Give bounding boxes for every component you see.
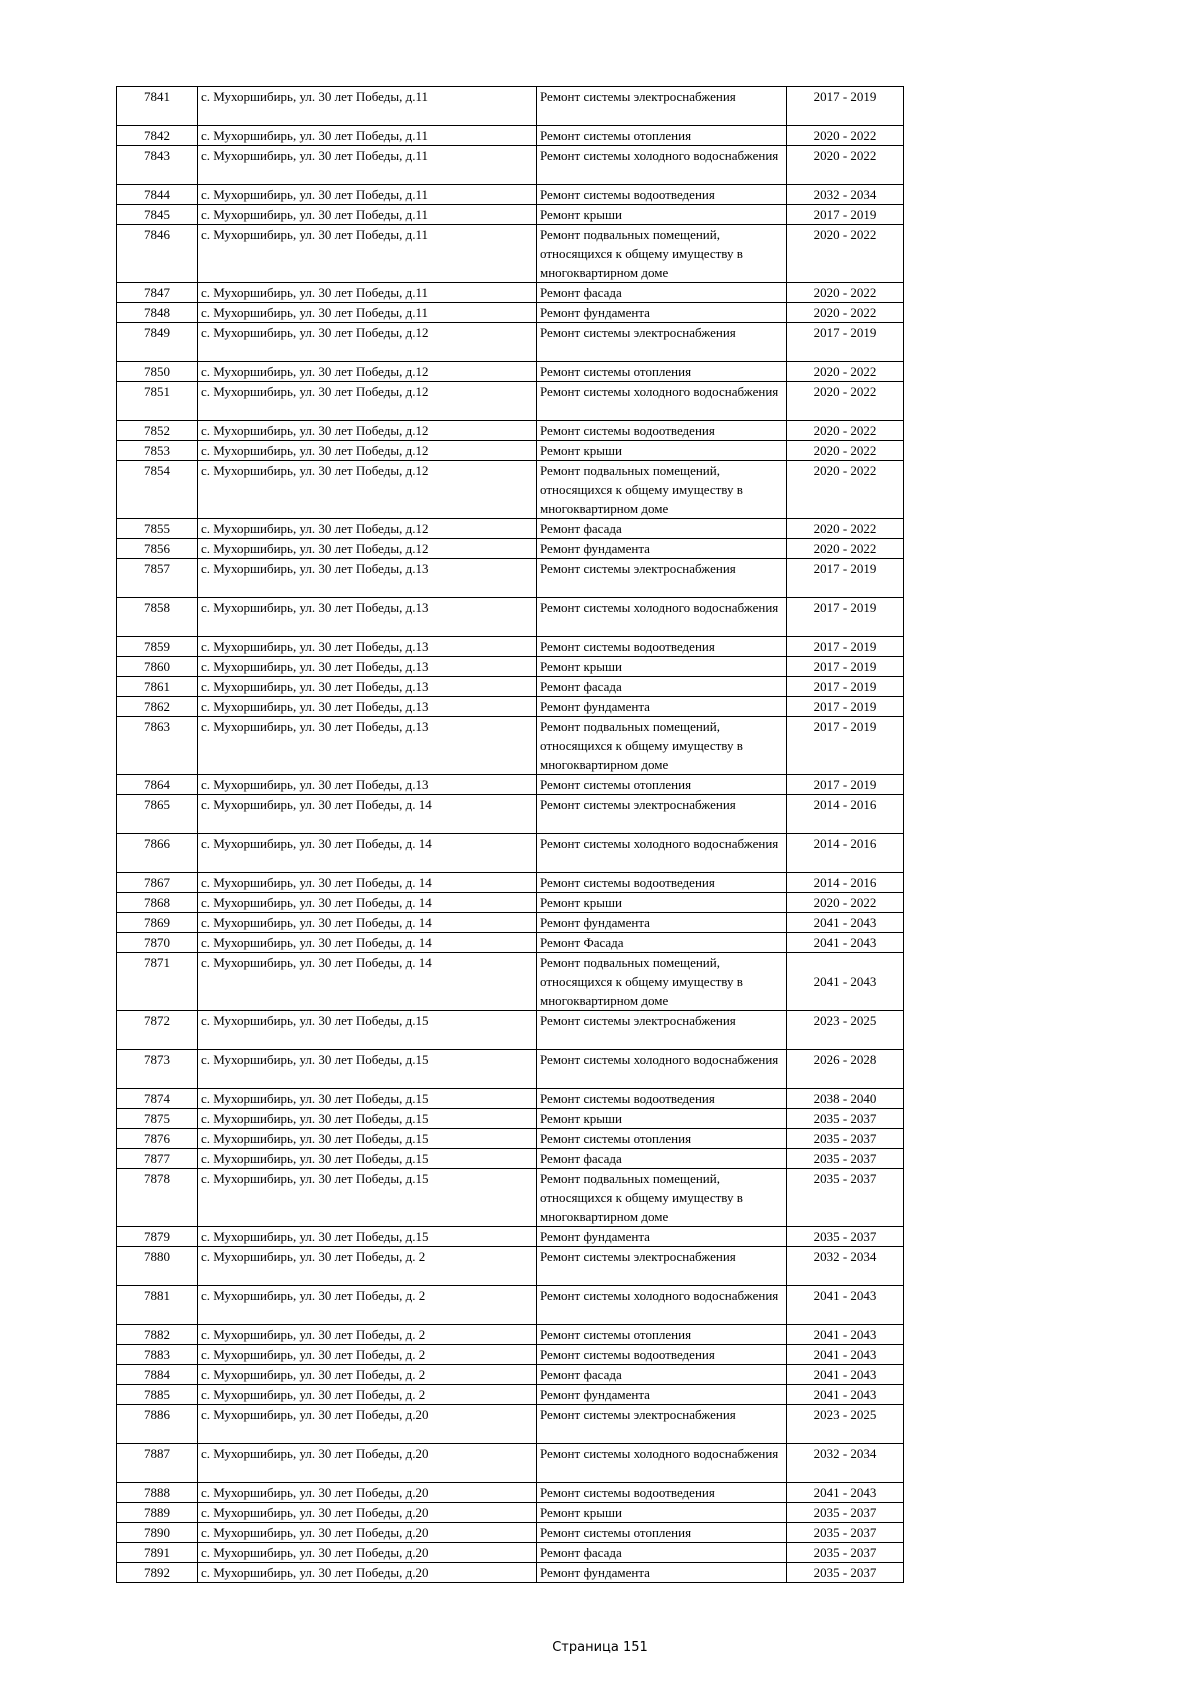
work-type-cell: Ремонт фасада [537, 283, 787, 303]
address-cell: с. Мухоршибирь, ул. 30 лет Победы, д.12 [198, 519, 537, 539]
address-cell: с. Мухоршибирь, ул. 30 лет Победы, д.12 [198, 323, 537, 362]
years-cell: 2017 - 2019 [787, 717, 904, 775]
work-type-cell: Ремонт фасада [537, 1365, 787, 1385]
work-type-cell: Ремонт фундамента [537, 1385, 787, 1405]
table-row [117, 519, 904, 539]
row-number-cell: 7878 [117, 1169, 198, 1227]
table-row [117, 1089, 904, 1109]
address-cell: с. Мухоршибирь, ул. 30 лет Победы, д. 14 [198, 933, 537, 953]
row-number-cell: 7864 [117, 775, 198, 795]
row-number-cell: 7865 [117, 795, 198, 834]
row-number-cell: 7874 [117, 1089, 198, 1109]
years-cell: 2035 - 2037 [787, 1149, 904, 1169]
address-cell: с. Мухоршибирь, ул. 30 лет Победы, д.15 [198, 1169, 537, 1227]
row-number-cell: 7882 [117, 1325, 198, 1345]
years-cell: 2038 - 2040 [787, 1089, 904, 1109]
work-type-cell: Ремонт крыши [537, 1109, 787, 1129]
row-number-cell: 7859 [117, 637, 198, 657]
address-cell: с. Мухоршибирь, ул. 30 лет Победы, д. 2 [198, 1286, 537, 1325]
table-row [117, 913, 904, 933]
work-type-cell: Ремонт крыши [537, 205, 787, 225]
table-row [117, 953, 904, 1011]
address-cell: с. Мухоршибирь, ул. 30 лет Победы, д.20 [198, 1444, 537, 1483]
row-number-cell: 7843 [117, 146, 198, 185]
row-number-cell: 7857 [117, 559, 198, 598]
table-row [117, 1129, 904, 1149]
table-row [117, 87, 904, 126]
table-row [117, 1503, 904, 1523]
address-cell: с. Мухоршибирь, ул. 30 лет Победы, д. 2 [198, 1365, 537, 1385]
table-row [117, 461, 904, 519]
address-cell: с. Мухоршибирь, ул. 30 лет Победы, д.13 [198, 697, 537, 717]
row-number-cell: 7887 [117, 1444, 198, 1483]
address-cell: с. Мухоршибирь, ул. 30 лет Победы, д.11 [198, 283, 537, 303]
row-number-cell: 7862 [117, 697, 198, 717]
table-row [117, 382, 904, 421]
table-row [117, 1563, 904, 1583]
row-number-cell: 7853 [117, 441, 198, 461]
address-cell: с. Мухоршибирь, ул. 30 лет Победы, д. 14 [198, 795, 537, 834]
row-number-cell: 7876 [117, 1129, 198, 1149]
row-number-cell: 7855 [117, 519, 198, 539]
work-type-cell: Ремонт крыши [537, 657, 787, 677]
row-number-cell: 7841 [117, 87, 198, 126]
years-cell: 2026 - 2028 [787, 1050, 904, 1089]
years-cell: 2041 - 2043 [787, 1325, 904, 1345]
address-cell: с. Мухоршибирь, ул. 30 лет Победы, д. 2 [198, 1325, 537, 1345]
table-row [117, 1345, 904, 1365]
table-row [117, 1385, 904, 1405]
work-type-cell: Ремонт системы холодного водоснабжения [537, 1286, 787, 1325]
row-number-cell: 7860 [117, 657, 198, 677]
address-cell: с. Мухоршибирь, ул. 30 лет Победы, д.11 [198, 185, 537, 205]
row-number-cell: 7856 [117, 539, 198, 559]
address-cell: с. Мухоршибирь, ул. 30 лет Победы, д.15 [198, 1109, 537, 1129]
address-cell: с. Мухоршибирь, ул. 30 лет Победы, д. 14 [198, 953, 537, 1011]
table-row [117, 441, 904, 461]
row-number-cell: 7844 [117, 185, 198, 205]
row-number-cell: 7877 [117, 1149, 198, 1169]
row-number-cell: 7852 [117, 421, 198, 441]
work-type-cell: Ремонт системы холодного водоснабжения [537, 382, 787, 421]
address-cell: с. Мухоршибирь, ул. 30 лет Победы, д.12 [198, 382, 537, 421]
row-number-cell: 7892 [117, 1563, 198, 1583]
years-cell: 2041 - 2043 [787, 933, 904, 953]
work-type-cell: Ремонт подвальных помещений, относящихся к общему имуществу в многоквартирном доме [537, 953, 787, 1011]
work-type-cell: Ремонт системы отопления [537, 1325, 787, 1345]
table-row [117, 1365, 904, 1385]
row-number-cell: 7885 [117, 1385, 198, 1405]
address-cell: с. Мухоршибирь, ул. 30 лет Победы, д.12 [198, 539, 537, 559]
row-number-cell: 7880 [117, 1247, 198, 1286]
row-number-cell: 7881 [117, 1286, 198, 1325]
address-cell: с. Мухоршибирь, ул. 30 лет Победы, д.13 [198, 598, 537, 637]
work-type-cell: Ремонт системы электроснабжения [537, 323, 787, 362]
address-cell: с. Мухоршибирь, ул. 30 лет Победы, д.20 [198, 1543, 537, 1563]
address-cell: с. Мухоршибирь, ул. 30 лет Победы, д. 14 [198, 913, 537, 933]
address-cell: с. Мухоршибирь, ул. 30 лет Победы, д.20 [198, 1405, 537, 1444]
table-row [117, 1149, 904, 1169]
address-cell: с. Мухоршибирь, ул. 30 лет Победы, д. 2 [198, 1385, 537, 1405]
work-type-cell: Ремонт крыши [537, 1503, 787, 1523]
row-number-cell: 7875 [117, 1109, 198, 1129]
address-cell: с. Мухоршибирь, ул. 30 лет Победы, д.20 [198, 1523, 537, 1543]
row-number-cell: 7858 [117, 598, 198, 637]
years-cell: 2020 - 2022 [787, 519, 904, 539]
table-row [117, 303, 904, 323]
years-cell: 2035 - 2037 [787, 1543, 904, 1563]
years-cell: 2035 - 2037 [787, 1169, 904, 1227]
row-number-cell: 7879 [117, 1227, 198, 1247]
years-cell: 2035 - 2037 [787, 1109, 904, 1129]
years-cell: 2017 - 2019 [787, 657, 904, 677]
address-cell: с. Мухоршибирь, ул. 30 лет Победы, д.15 [198, 1089, 537, 1109]
years-cell: 2020 - 2022 [787, 362, 904, 382]
row-number-cell: 7869 [117, 913, 198, 933]
work-type-cell: Ремонт системы электроснабжения [537, 795, 787, 834]
years-cell: 2020 - 2022 [787, 225, 904, 283]
work-type-cell: Ремонт фундамента [537, 303, 787, 323]
work-type-cell: Ремонт подвальных помещений, относящихся к общему имуществу в многоквартирном доме [537, 1169, 787, 1227]
address-cell: с. Мухоршибирь, ул. 30 лет Победы, д. 14 [198, 893, 537, 913]
years-cell: 2041 - 2043 [787, 1345, 904, 1365]
address-cell: с. Мухоршибирь, ул. 30 лет Победы, д.11 [198, 126, 537, 146]
work-type-cell: Ремонт крыши [537, 441, 787, 461]
row-number-cell: 7848 [117, 303, 198, 323]
address-cell: с. Мухоршибирь, ул. 30 лет Победы, д.15 [198, 1129, 537, 1149]
work-type-cell: Ремонт подвальных помещений, относящихся к общему имуществу в многоквартирном доме [537, 461, 787, 519]
address-cell: с. Мухоршибирь, ул. 30 лет Победы, д.12 [198, 441, 537, 461]
work-type-cell: Ремонт фасада [537, 677, 787, 697]
row-number-cell: 7861 [117, 677, 198, 697]
work-type-cell: Ремонт фундамента [537, 1227, 787, 1247]
years-cell: 2017 - 2019 [787, 637, 904, 657]
years-cell: 2035 - 2037 [787, 1563, 904, 1583]
work-type-cell: Ремонт системы водоотведения [537, 1483, 787, 1503]
years-cell: 2020 - 2022 [787, 126, 904, 146]
address-cell: с. Мухоршибирь, ул. 30 лет Победы, д.11 [198, 87, 537, 126]
years-cell: 2023 - 2025 [787, 1011, 904, 1050]
address-cell: с. Мухоршибирь, ул. 30 лет Победы, д.15 [198, 1011, 537, 1050]
years-cell: 2017 - 2019 [787, 677, 904, 697]
work-type-cell: Ремонт системы отопления [537, 775, 787, 795]
page-number: Страница 151 [552, 1640, 648, 1655]
years-cell: 2017 - 2019 [787, 697, 904, 717]
years-cell: 2017 - 2019 [787, 775, 904, 795]
row-number-cell: 7872 [117, 1011, 198, 1050]
address-cell: с. Мухоршибирь, ул. 30 лет Победы, д.15 [198, 1050, 537, 1089]
table-row [117, 1109, 904, 1129]
years-cell: 2041 - 2043 [787, 1483, 904, 1503]
years-cell: 2017 - 2019 [787, 559, 904, 598]
years-cell: 2020 - 2022 [787, 303, 904, 323]
table-row [117, 1050, 904, 1089]
work-type-cell: Ремонт фундамента [537, 539, 787, 559]
years-cell: 2014 - 2016 [787, 834, 904, 873]
years-cell: 2041 - 2043 [787, 1286, 904, 1325]
years-cell: 2017 - 2019 [787, 598, 904, 637]
years-cell: 2041 - 2043 [787, 913, 904, 933]
years-cell: 2023 - 2025 [787, 1405, 904, 1444]
row-number-cell: 7850 [117, 362, 198, 382]
table-row [117, 421, 904, 441]
address-cell: с. Мухоршибирь, ул. 30 лет Победы, д.11 [198, 205, 537, 225]
row-number-cell: 7870 [117, 933, 198, 953]
work-type-cell: Ремонт системы электроснабжения [537, 1405, 787, 1444]
row-number-cell: 7867 [117, 873, 198, 893]
address-cell: с. Мухоршибирь, ул. 30 лет Победы, д.15 [198, 1227, 537, 1247]
table-row [117, 775, 904, 795]
row-number-cell: 7846 [117, 225, 198, 283]
work-type-cell: Ремонт системы холодного водоснабжения [537, 1444, 787, 1483]
work-type-cell: Ремонт системы отопления [537, 126, 787, 146]
table-row [117, 1247, 904, 1286]
work-type-cell: Ремонт подвальных помещений, относящихся к общему имуществу в многоквартирном доме [537, 717, 787, 775]
row-number-cell: 7851 [117, 382, 198, 421]
table-row [117, 873, 904, 893]
years-cell: 2035 - 2037 [787, 1129, 904, 1149]
table-row [117, 1227, 904, 1247]
work-type-cell: Ремонт системы холодного водоснабжения [537, 146, 787, 185]
table-row [117, 559, 904, 598]
years-cell: 2014 - 2016 [787, 873, 904, 893]
row-number-cell: 7890 [117, 1523, 198, 1543]
row-number-cell: 7886 [117, 1405, 198, 1444]
row-number-cell: 7849 [117, 323, 198, 362]
row-number-cell: 7866 [117, 834, 198, 873]
years-cell: 2032 - 2034 [787, 185, 904, 205]
table-row [117, 539, 904, 559]
years-cell: 2020 - 2022 [787, 382, 904, 421]
work-type-cell: Ремонт крыши [537, 893, 787, 913]
work-type-cell: Ремонт системы водоотведения [537, 1089, 787, 1109]
years-cell: 2017 - 2019 [787, 87, 904, 126]
work-type-cell: Ремонт Фасада [537, 933, 787, 953]
work-type-cell: Ремонт подвальных помещений, относящихся к общему имуществу в многоквартирном доме [537, 225, 787, 283]
address-cell: с. Мухоршибирь, ул. 30 лет Победы, д.13 [198, 677, 537, 697]
work-type-cell: Ремонт системы электроснабжения [537, 87, 787, 126]
address-cell: с. Мухоршибирь, ул. 30 лет Победы, д.12 [198, 362, 537, 382]
works-table-body [117, 87, 904, 1583]
table-row [117, 323, 904, 362]
work-type-cell: Ремонт фасада [537, 1543, 787, 1563]
row-number-cell: 7842 [117, 126, 198, 146]
years-cell: 2032 - 2034 [787, 1444, 904, 1483]
work-type-cell: Ремонт системы отопления [537, 362, 787, 382]
table-row [117, 1483, 904, 1503]
work-type-cell: Ремонт фундамента [537, 697, 787, 717]
address-cell: с. Мухоршибирь, ул. 30 лет Победы, д. 2 [198, 1345, 537, 1365]
row-number-cell: 7845 [117, 205, 198, 225]
work-type-cell: Ремонт системы водоотведения [537, 421, 787, 441]
table-row [117, 1444, 904, 1483]
years-cell: 2035 - 2037 [787, 1503, 904, 1523]
work-type-cell: Ремонт фасада [537, 1149, 787, 1169]
table-row [117, 362, 904, 382]
row-number-cell: 7854 [117, 461, 198, 519]
work-type-cell: Ремонт системы холодного водоснабжения [537, 1050, 787, 1089]
address-cell: с. Мухоршибирь, ул. 30 лет Победы, д.12 [198, 461, 537, 519]
page-footer [0, 1640, 1200, 1655]
table-row [117, 598, 904, 637]
work-type-cell: Ремонт фасада [537, 519, 787, 539]
row-number-cell: 7891 [117, 1543, 198, 1563]
table-row [117, 677, 904, 697]
address-cell: с. Мухоршибирь, ул. 30 лет Победы, д.11 [198, 146, 537, 185]
work-type-cell: Ремонт системы водоотведения [537, 873, 787, 893]
address-cell: с. Мухоршибирь, ул. 30 лет Победы, д.11 [198, 225, 537, 283]
address-cell: с. Мухоршибирь, ул. 30 лет Победы, д.20 [198, 1483, 537, 1503]
table-row [117, 795, 904, 834]
table-row [117, 1543, 904, 1563]
table-row [117, 893, 904, 913]
address-cell: с. Мухоршибирь, ул. 30 лет Победы, д.13 [198, 775, 537, 795]
table-row [117, 1325, 904, 1345]
work-type-cell: Ремонт системы электроснабжения [537, 1011, 787, 1050]
years-cell: 2020 - 2022 [787, 283, 904, 303]
table-row [117, 1169, 904, 1227]
address-cell: с. Мухоршибирь, ул. 30 лет Победы, д.15 [198, 1149, 537, 1169]
row-number-cell: 7863 [117, 717, 198, 775]
row-number-cell: 7871 [117, 953, 198, 1011]
years-cell: 2035 - 2037 [787, 1227, 904, 1247]
row-number-cell: 7873 [117, 1050, 198, 1089]
table-row [117, 834, 904, 873]
work-type-cell: Ремонт системы водоотведения [537, 1345, 787, 1365]
address-cell: с. Мухоршибирь, ул. 30 лет Победы, д.13 [198, 559, 537, 598]
years-cell: 2017 - 2019 [787, 205, 904, 225]
address-cell: с. Мухоршибирь, ул. 30 лет Победы, д.11 [198, 303, 537, 323]
work-type-cell: Ремонт системы электроснабжения [537, 559, 787, 598]
address-cell: с. Мухоршибирь, ул. 30 лет Победы, д.12 [198, 421, 537, 441]
work-type-cell: Ремонт системы холодного водоснабжения [537, 598, 787, 637]
work-type-cell: Ремонт фундамента [537, 1563, 787, 1583]
years-cell: 2020 - 2022 [787, 421, 904, 441]
address-cell: с. Мухоршибирь, ул. 30 лет Победы, д.13 [198, 657, 537, 677]
row-number-cell: 7868 [117, 893, 198, 913]
address-cell: с. Мухоршибирь, ул. 30 лет Победы, д.13 [198, 637, 537, 657]
years-cell: 2020 - 2022 [787, 893, 904, 913]
years-cell: 2014 - 2016 [787, 795, 904, 834]
row-number-cell: 7847 [117, 283, 198, 303]
table-row [117, 717, 904, 775]
works-table [116, 86, 904, 1583]
address-cell: с. Мухоршибирь, ул. 30 лет Победы, д. 14 [198, 873, 537, 893]
years-cell: 2041 - 2043 [787, 953, 904, 1011]
address-cell: с. Мухоршибирь, ул. 30 лет Победы, д.20 [198, 1503, 537, 1523]
table-row [117, 697, 904, 717]
years-cell: 2020 - 2022 [787, 441, 904, 461]
work-type-cell: Ремонт системы отопления [537, 1129, 787, 1149]
table-row [117, 126, 904, 146]
table-row [117, 1286, 904, 1325]
row-number-cell: 7883 [117, 1345, 198, 1365]
row-number-cell: 7888 [117, 1483, 198, 1503]
address-cell: с. Мухоршибирь, ул. 30 лет Победы, д.13 [198, 717, 537, 775]
years-cell: 2035 - 2037 [787, 1523, 904, 1543]
table-row [117, 1405, 904, 1444]
table-row [117, 933, 904, 953]
years-cell: 2020 - 2022 [787, 539, 904, 559]
table-row [117, 1523, 904, 1543]
table-row [117, 1011, 904, 1050]
table-row [117, 657, 904, 677]
address-cell: с. Мухоршибирь, ул. 30 лет Победы, д. 14 [198, 834, 537, 873]
table-row [117, 637, 904, 657]
work-type-cell: Ремонт системы холодного водоснабжения [537, 834, 787, 873]
work-type-cell: Ремонт системы водоотведения [537, 637, 787, 657]
work-type-cell: Ремонт системы электроснабжения [537, 1247, 787, 1286]
row-number-cell: 7889 [117, 1503, 198, 1523]
years-cell: 2041 - 2043 [787, 1385, 904, 1405]
address-cell: с. Мухоршибирь, ул. 30 лет Победы, д. 2 [198, 1247, 537, 1286]
years-cell: 2041 - 2043 [787, 1365, 904, 1385]
row-number-cell: 7884 [117, 1365, 198, 1385]
work-type-cell: Ремонт системы водоотведения [537, 185, 787, 205]
table-row [117, 225, 904, 283]
years-cell: 2020 - 2022 [787, 461, 904, 519]
table-row [117, 283, 904, 303]
work-type-cell: Ремонт системы отопления [537, 1523, 787, 1543]
table-row [117, 205, 904, 225]
years-cell: 2020 - 2022 [787, 146, 904, 185]
table-row [117, 185, 904, 205]
address-cell: с. Мухоршибирь, ул. 30 лет Победы, д.20 [198, 1563, 537, 1583]
years-cell: 2032 - 2034 [787, 1247, 904, 1286]
years-cell: 2017 - 2019 [787, 323, 904, 362]
work-type-cell: Ремонт фундамента [537, 913, 787, 933]
table-row [117, 146, 904, 185]
